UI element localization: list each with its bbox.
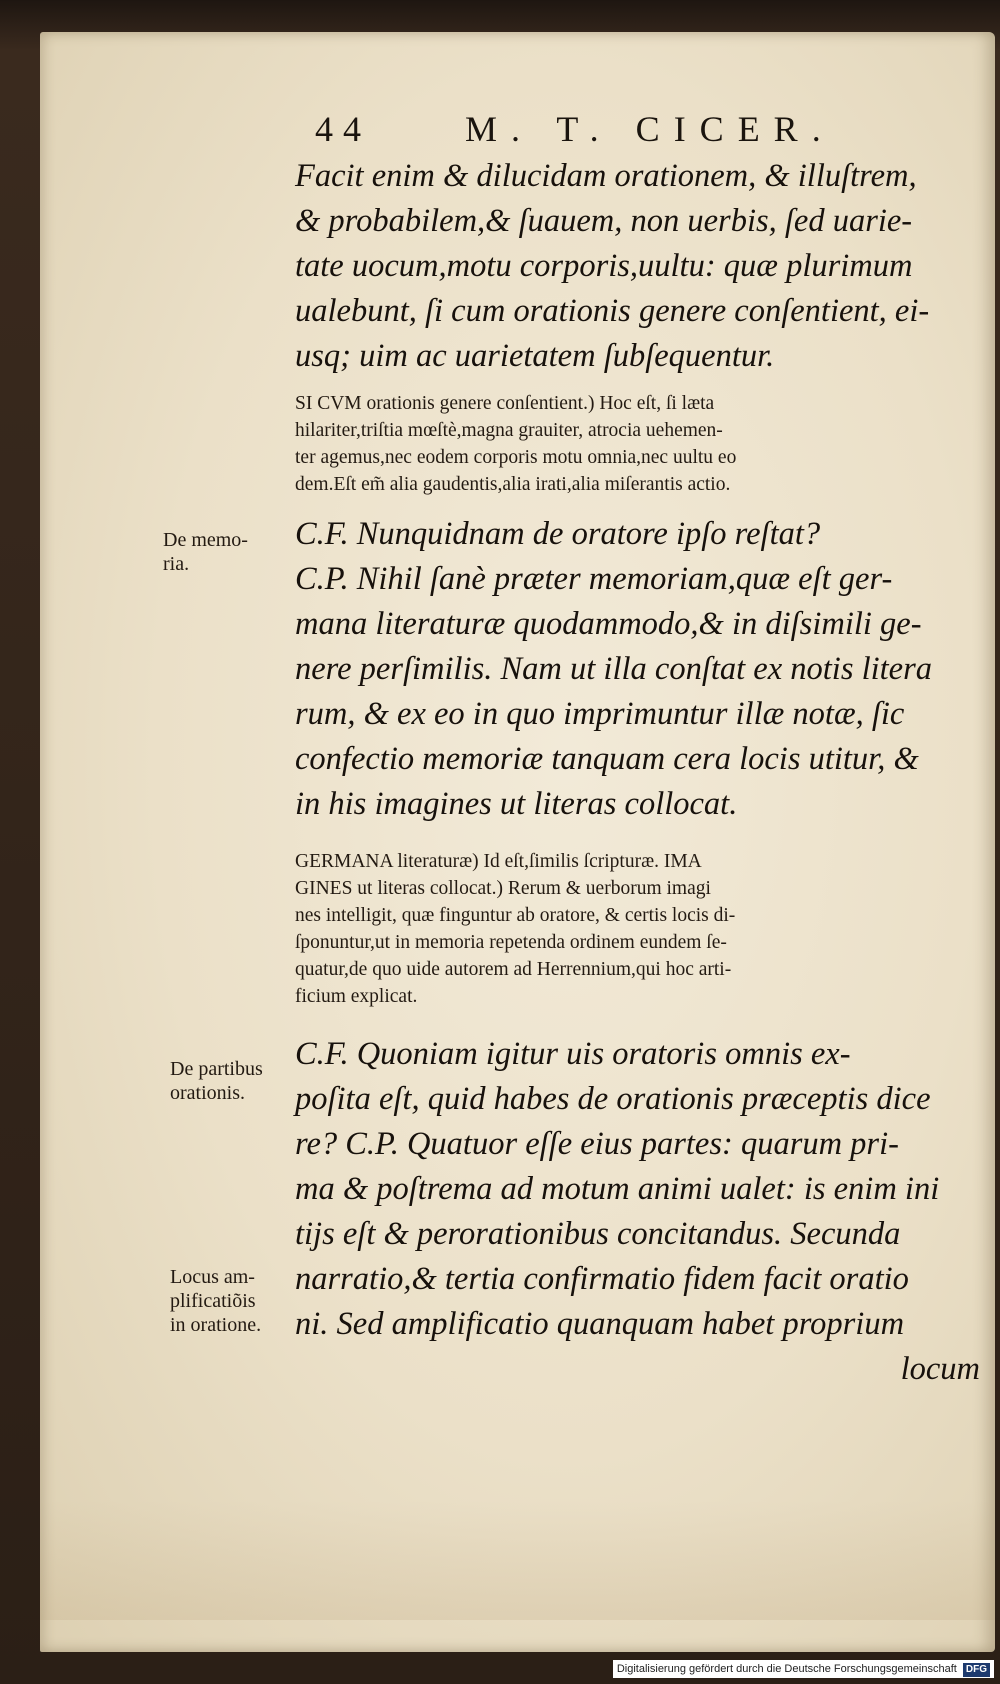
text-line: re? C.P. Quatuor eſſe eius partes: quarum pri-	[295, 1126, 899, 1162]
margin-line: ria.	[163, 553, 190, 575]
catchword: locum	[900, 1351, 980, 1387]
credit-text: Digitalisierung gefördert durch die Deutsche Forschungsgemeinschaft	[616, 1663, 957, 1675]
text-line: & probabilem,& ſuauem, non uerbis, ſed uarie-	[295, 203, 913, 239]
text-line: usq; uim ac uarietatem ſubſequentur.	[295, 338, 775, 374]
margin-line: plificatiõis	[170, 1290, 256, 1312]
text-line: ualebunt, ſi cum orationis genere conſentient, ei-	[295, 293, 930, 329]
margin-line: Locus am-	[170, 1266, 255, 1288]
note-line: SI CVM orationis genere conſentient.) Hoc eſt, ſi læta	[295, 393, 715, 414]
note-line: GINES ut literas collocat.) Rerum & uerborum imagi	[295, 878, 711, 899]
note-line: hilariter,triſtia mœſtè,magna grauiter, atrocia uehemen-	[295, 420, 723, 441]
margin-line: De memo-	[163, 529, 248, 551]
text-line: in his imagines ut literas collocat.	[295, 786, 738, 822]
text-line: narratio,& tertia confirmatio fidem facit oratio	[295, 1261, 909, 1297]
running-head: M. T. CICER.	[465, 109, 835, 149]
text-line: confectio memoriæ tanquam cera locis utitur, &	[295, 741, 919, 777]
text-line: rum, & ex eo in quo imprimuntur illæ notæ, ſic	[295, 696, 905, 732]
main-text-block-3	[295, 1032, 980, 1392]
note-line: GERMANA literaturæ) Id eſt,ſimilis ſcripturæ. IMA	[295, 851, 702, 872]
note-line: quatur,de quo uide autorem ad Herrennium,qui hoc arti-	[295, 959, 732, 980]
page-stain	[40, 1500, 995, 1620]
margin-note-locus-amplificationis	[170, 1265, 261, 1337]
dfg-logo: DFG	[963, 1663, 990, 1677]
commentary-note-1	[295, 390, 980, 498]
text-line: tate uocum,motu corporis,uultu: quæ plurimum	[295, 248, 913, 284]
margin-line: De partibus	[170, 1058, 263, 1080]
digitization-credit	[613, 1660, 994, 1678]
text-line: C.P. Nihil ſanè præter memoriam,quæ eſt ger-	[295, 561, 893, 597]
main-text-block-1	[295, 154, 980, 379]
text-line: C.F. Nunquidnam de oratore ipſo reſtat?	[295, 516, 821, 552]
text-line: Facit enim & dilucidam orationem, & illuſtrem,	[295, 158, 917, 194]
margin-line: in oratione.	[170, 1314, 262, 1336]
page-header	[315, 108, 835, 152]
page-number: 44	[315, 109, 371, 149]
text-line: tijs eſt & perorationibus concitandus. Secunda	[295, 1216, 901, 1252]
main-text-block-2	[295, 512, 980, 827]
text-line: C.F. Quoniam igitur uis oratoris omnis ex-	[295, 1036, 851, 1072]
margin-note-de-partibus	[170, 1057, 263, 1105]
note-line: nes intelligit, quæ finguntur ab oratore, & certis locis di-	[295, 905, 736, 926]
commentary-note-2	[295, 848, 980, 1010]
text-line: poſita eſt, quid habes de orationis præceptis dice	[295, 1081, 931, 1117]
note-line: ficium explicat.	[295, 986, 418, 1007]
text-line: ma & poſtrema ad motum animi ualet: is enim ini	[295, 1171, 940, 1207]
text-line: nere perſimilis. Nam ut illa conſtat ex notis litera	[295, 651, 933, 687]
text-line: ni. Sed amplificatio quanquam habet proprium	[295, 1306, 905, 1342]
note-line: ter agemus,nec eodem corporis motu omnia,nec uultu eo	[295, 447, 737, 468]
margin-note-de-memoria	[163, 528, 248, 576]
note-line: dem.Eſt em̃ alia gaudentis,alia irati,alia miſerantis actio.	[295, 474, 731, 495]
margin-line: orationis.	[170, 1082, 245, 1104]
text-line: mana literaturæ quodammodo,& in diſsimili ge-	[295, 606, 922, 642]
note-line: ſponuntur,ut in memoria repetenda ordinem eundem ſe-	[295, 932, 727, 953]
